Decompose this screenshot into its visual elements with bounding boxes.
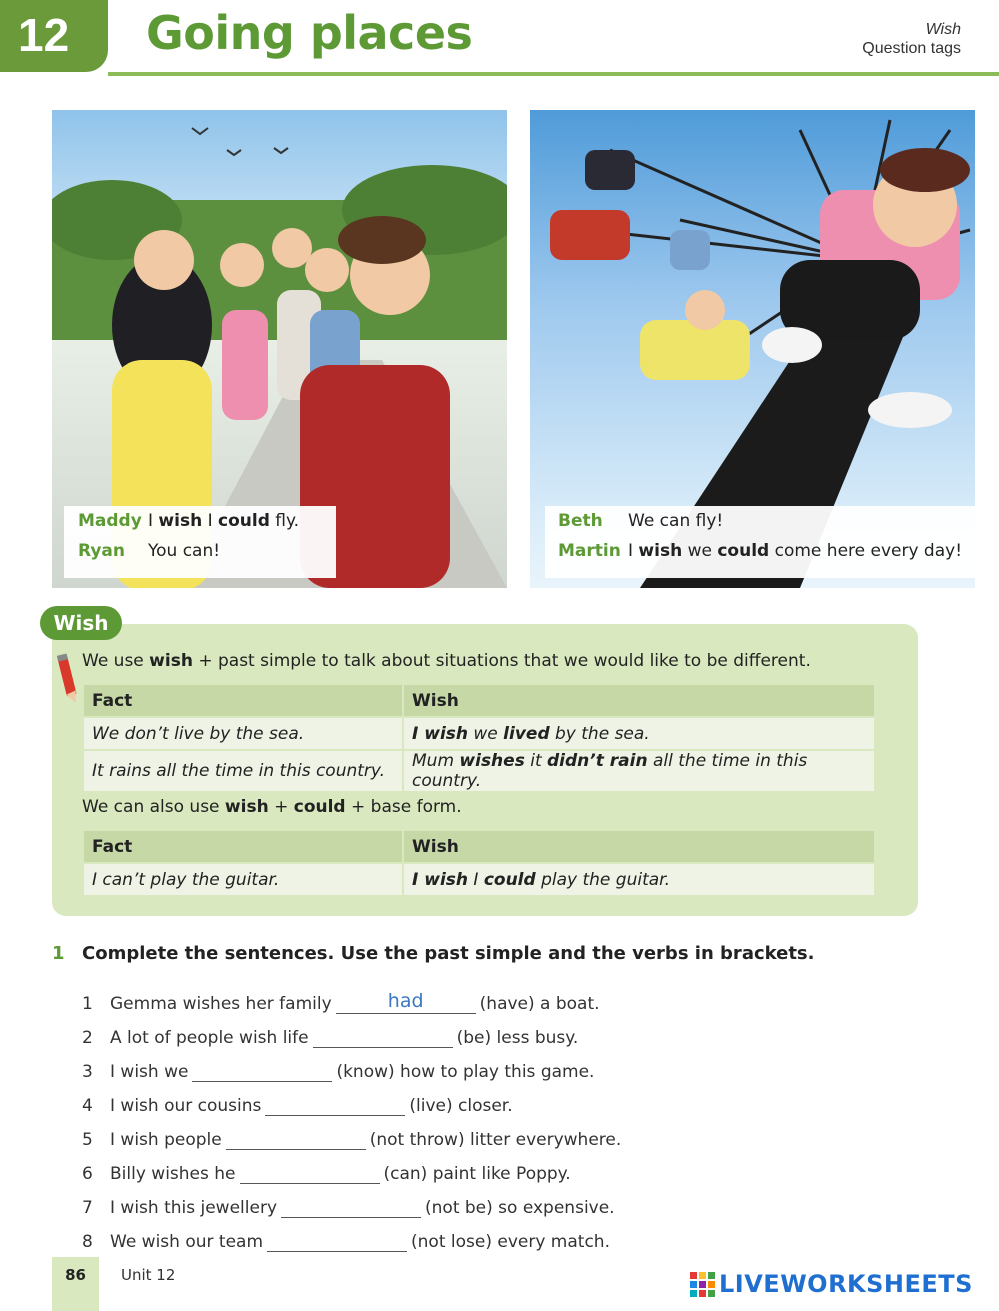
liveworksheets-logo-icon [690, 1272, 715, 1297]
unit-label: Unit 12 [121, 1266, 176, 1284]
exercise-number: 1 [52, 943, 65, 964]
grammar-table [84, 829, 874, 897]
fact-cell: It rains all the time in this country. [84, 751, 404, 791]
dialogue-caption [545, 506, 978, 578]
speech-text: We can fly! [628, 511, 724, 531]
speech-text: I wish we could come here every day! [628, 541, 963, 561]
speaker-name: Martin [558, 541, 621, 561]
grammar-heading: Wish [40, 606, 122, 640]
exercise-item: 4 I wish our cousins (live) closer. [82, 1082, 782, 1116]
exercise-item: 5 I wish people (not throw) litter everywhere. [82, 1116, 782, 1150]
answer-blank[interactable] [265, 1093, 405, 1116]
speaker-name: Beth [558, 511, 603, 531]
answer-blank[interactable] [240, 1161, 380, 1184]
speech-text: I wish I could fly. [148, 511, 300, 531]
column-header: Fact [84, 685, 404, 716]
page-number: 86 [65, 1266, 86, 1284]
dialogue-line [558, 506, 978, 536]
exercise-item: 1 Gemma wishes her family had (have) a boat. [82, 990, 600, 1014]
page-title: Going places [146, 6, 473, 60]
exercise-item: 7 I wish this jewellery (not be) so expensive. [82, 1184, 782, 1218]
unit-number: 12 [18, 9, 70, 61]
exercise-item: 3 I wish we (know) how to play this game. [82, 1048, 782, 1082]
dialogue-line [78, 536, 336, 566]
wish-cell: I wish I could play the guitar. [404, 864, 874, 895]
answer-blank[interactable] [192, 1059, 332, 1082]
exercise-list [82, 980, 782, 1252]
table-header-row [84, 685, 874, 716]
dialogue-line [558, 536, 978, 566]
pencil-icon [56, 652, 78, 708]
brand-logo [690, 1270, 973, 1298]
topic-tag: Question tags [862, 40, 961, 57]
answer-blank[interactable] [226, 1127, 366, 1150]
grammar-rule: We use wish + past simple to talk about situations that we would like to be different. [82, 651, 811, 671]
topic-tags [862, 20, 961, 58]
exercise-instruction: Complete the sentences. Use the past simple and the verbs in brackets. [82, 943, 815, 964]
column-header: Fact [84, 831, 404, 862]
answer-blank[interactable]: had [336, 991, 476, 1014]
answer-blank[interactable] [313, 1025, 453, 1048]
brand-name: LIVEWORKSHEETS [719, 1270, 973, 1298]
grammar-table [84, 683, 874, 793]
exercise-item: 8 We wish our team (not lose) every match. [82, 1218, 782, 1252]
speech-text: You can! [148, 541, 221, 561]
exercise-item: 2 A lot of people wish life (be) less busy. [82, 1014, 782, 1048]
grammar-rule: We can also use wish + could + base form. [82, 797, 462, 817]
header-divider [108, 72, 999, 76]
fact-cell: We don’t live by the sea. [84, 718, 404, 749]
dialogue-caption [64, 506, 336, 578]
exercise-item: 6 Billy wishes he (can) paint like Poppy. [82, 1150, 782, 1184]
unit-tab [0, 0, 108, 72]
answer-blank[interactable] [281, 1195, 421, 1218]
column-header: Wish [404, 685, 874, 716]
table-row [84, 864, 874, 895]
fact-cell: I can’t play the guitar. [84, 864, 404, 895]
answer-blank[interactable] [267, 1229, 407, 1252]
wish-cell: I wish we lived by the sea. [404, 718, 874, 749]
table-header-row [84, 831, 874, 862]
speaker-name: Ryan [78, 541, 125, 561]
table-row [84, 751, 874, 791]
dialogue-line [78, 506, 336, 536]
table-row [84, 718, 874, 749]
column-header: Wish [404, 831, 874, 862]
speaker-name: Maddy [78, 511, 142, 531]
wish-cell: Mum wishes it didn’t rain all the time in this country. [404, 751, 874, 791]
topic-tag: Wish [925, 21, 961, 38]
